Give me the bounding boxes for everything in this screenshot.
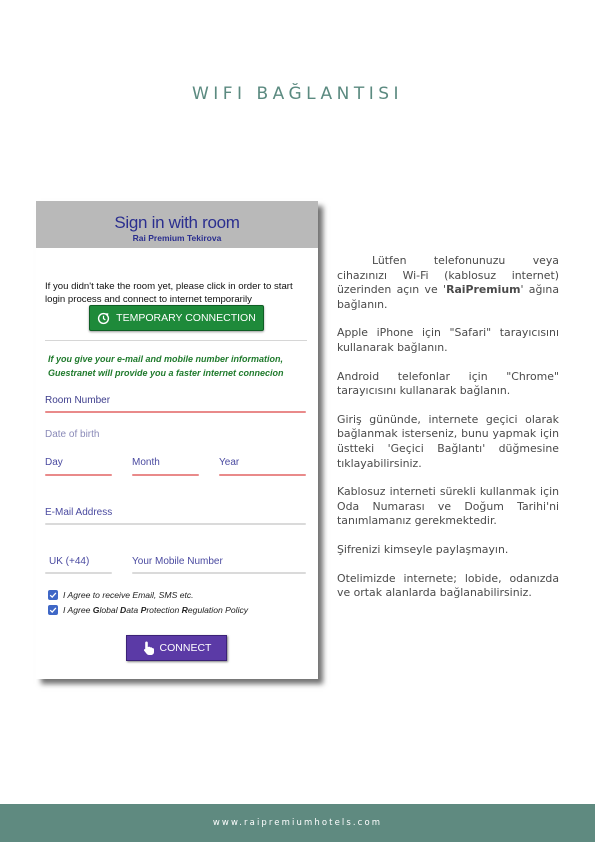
- login-screenshot-panel: [36, 201, 318, 679]
- year-field[interactable]: [219, 457, 306, 476]
- year-underline: [219, 474, 306, 476]
- instruction-paragraph-7: Otelimizde internete; lobide, odanızda ve ortak alanlarda bağlanabilirsiniz.: [337, 571, 559, 600]
- check-icon: [49, 606, 57, 614]
- agree-email-sms-checkbox[interactable]: [48, 590, 58, 600]
- mobile-number-placeholder: Your Mobile Number: [132, 556, 223, 567]
- page-title: WIFI BAĞLANTISI: [191, 84, 404, 104]
- country-code-underline: [45, 572, 112, 574]
- hotel-name: Rai Premium Tekirova: [132, 233, 222, 243]
- temporary-connection-label: TEMPORARY CONNECTION: [116, 312, 256, 324]
- connect-label: CONNECT: [159, 642, 212, 654]
- instruction-paragraph-3: Android telefonlar için "Chrome" tarayıcısını kullanarak bağlanın.: [337, 369, 559, 398]
- room-number-underline: [45, 411, 306, 413]
- network-name: RaiPremium: [446, 283, 521, 297]
- refresh-clock-icon: [97, 312, 110, 325]
- guestranet-note: If you give your e-mail and mobile number information, Guestranet will provide you a faster internet connecion: [48, 354, 284, 378]
- date-of-birth-label-row: [45, 429, 306, 445]
- email-placeholder: E-Mail Address: [45, 507, 113, 518]
- date-of-birth-label: Date of birth: [45, 429, 100, 440]
- agree-gdpr-label: I Agree Global Data Protection Regulation Policy: [63, 605, 249, 615]
- connect-button[interactable]: [126, 635, 227, 661]
- month-placeholder: Month: [132, 457, 160, 468]
- instruction-paragraph-1: Lütfen telefonunuzu veya cihazınızı Wi-Fi (kablosuz internet) üzerinden açın ve 'RaiPremium' ağına bağlanın.: [337, 254, 559, 311]
- month-field[interactable]: [132, 457, 199, 476]
- footer-website[interactable]: www.raipremiumhotels.com: [212, 818, 383, 828]
- room-number-field[interactable]: [45, 395, 306, 413]
- email-underline: [45, 523, 306, 525]
- day-underline: [45, 474, 112, 476]
- room-number-placeholder: Room Number: [45, 395, 111, 406]
- temporary-connection-button[interactable]: [89, 305, 264, 331]
- agree-email-sms-label: I Agree to receive Email, SMS etc.: [63, 590, 194, 600]
- instruction-paragraph-4: Giriş gününde, internete geçici olarak bağlanmak isterseniz, bunu yapmak için üstteki 'Geçici Bağlantı' düğmesine tıklayabilirsiniz.: [337, 412, 559, 470]
- mobile-number-underline: [132, 572, 306, 574]
- mobile-number-field[interactable]: [132, 556, 306, 574]
- country-code-value: UK (+44): [49, 556, 90, 567]
- agree-email-sms-row[interactable]: [48, 590, 194, 600]
- email-field[interactable]: [45, 507, 306, 525]
- agree-gdpr-row[interactable]: [48, 605, 248, 615]
- footer-bar: [0, 804, 595, 842]
- hand-pointer-icon: [142, 640, 156, 656]
- temporary-intro-text: If you didn't take the room yet, please click in order to start login process and connect to internet temporarily: [45, 281, 293, 305]
- day-placeholder: Day: [45, 457, 63, 468]
- year-placeholder: Year: [219, 457, 240, 468]
- instruction-paragraph-6: Şifrenizi kimseyle paylaşmayın.: [337, 542, 509, 556]
- check-icon: [49, 591, 57, 599]
- instructions-text: [337, 254, 559, 615]
- country-code-select[interactable]: [45, 556, 112, 574]
- day-field[interactable]: [45, 457, 112, 476]
- signin-title: Sign in with room: [114, 213, 240, 232]
- login-header: [36, 201, 318, 248]
- divider: [45, 340, 307, 341]
- instruction-paragraph-2: Apple iPhone için "Safari" tarayıcısını kullanarak bağlanın.: [337, 326, 559, 354]
- agree-gdpr-checkbox[interactable]: [48, 605, 58, 615]
- month-underline: [132, 474, 199, 476]
- instruction-paragraph-5: Kablosuz interneti sürekli kullanmak için Oda Numarası ve Doğum Tarihi'ni tanımlamanız gerekmektedir.: [337, 485, 559, 528]
